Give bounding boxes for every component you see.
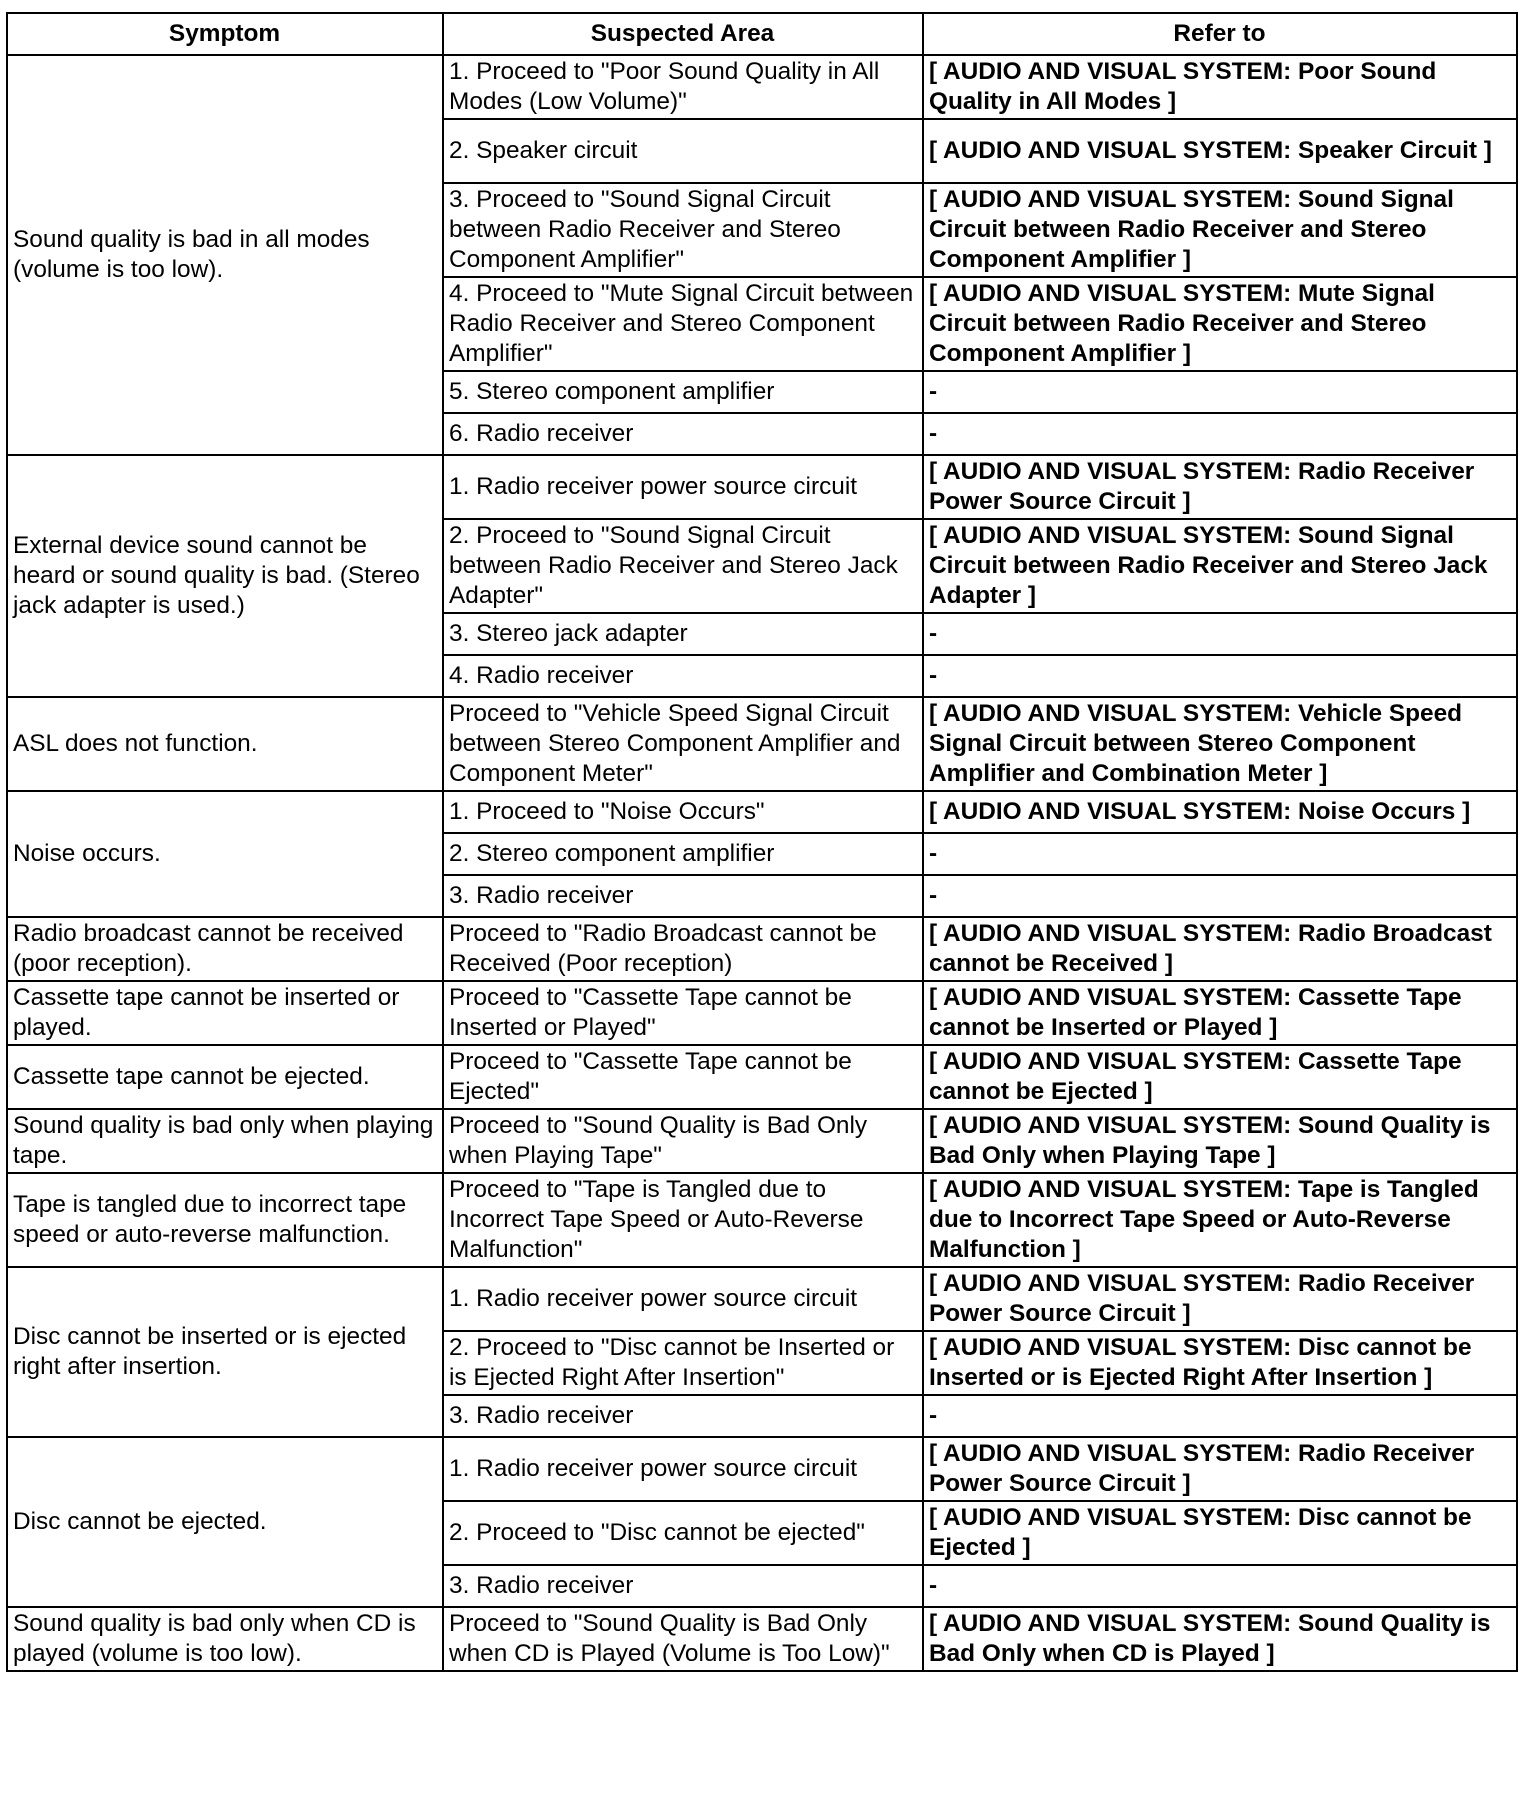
suspected-area-cell: 1. Radio receiver power source circuit <box>443 455 923 519</box>
symptom-cell: Tape is tangled due to incorrect tape speed or auto-reverse malfunction. <box>7 1173 443 1267</box>
header-suspected-area: Suspected Area <box>443 13 923 55</box>
suspected-area-cell: 2. Proceed to "Sound Signal Circuit between Radio Receiver and Stereo Jack Adapter" <box>443 519 923 613</box>
refer-to-cell: [ AUDIO AND VISUAL SYSTEM: Noise Occurs ] <box>923 791 1517 833</box>
table-row <box>7 1109 1517 1173</box>
symptom-cell: Disc cannot be inserted or is ejected right after insertion. <box>7 1267 443 1437</box>
refer-to-cell: [ AUDIO AND VISUAL SYSTEM: Sound Signal Circuit between Radio Receiver and Stereo Jack Adapter ] <box>923 519 1517 613</box>
table-row <box>7 1173 1517 1267</box>
refer-to-cell: [ AUDIO AND VISUAL SYSTEM: Sound Signal Circuit between Radio Receiver and Stereo Component Amplifier ] <box>923 183 1517 277</box>
suspected-area-cell: 4. Radio receiver <box>443 655 923 697</box>
refer-to-cell: - <box>923 413 1517 455</box>
suspected-area-cell: Proceed to "Vehicle Speed Signal Circuit between Stereo Component Amplifier and Component Meter" <box>443 697 923 791</box>
table-row <box>7 1607 1517 1671</box>
refer-to-cell: [ AUDIO AND VISUAL SYSTEM: Radio Receiver Power Source Circuit ] <box>923 455 1517 519</box>
suspected-area-cell: 3. Proceed to "Sound Signal Circuit between Radio Receiver and Stereo Component Amplifier" <box>443 183 923 277</box>
table-row <box>7 1045 1517 1109</box>
suspected-area-cell: 1. Radio receiver power source circuit <box>443 1267 923 1331</box>
suspected-area-cell: Proceed to "Cassette Tape cannot be Ejected" <box>443 1045 923 1109</box>
refer-to-cell: [ AUDIO AND VISUAL SYSTEM: Radio Receiver Power Source Circuit ] <box>923 1437 1517 1501</box>
symptom-cell: Cassette tape cannot be ejected. <box>7 1045 443 1109</box>
refer-to-cell: [ AUDIO AND VISUAL SYSTEM: Radio Broadcast cannot be Received ] <box>923 917 1517 981</box>
refer-to-cell: [ AUDIO AND VISUAL SYSTEM: Disc cannot be Inserted or is Ejected Right After Insertion ] <box>923 1331 1517 1395</box>
symptom-cell: Noise occurs. <box>7 791 443 917</box>
suspected-area-cell: 3. Radio receiver <box>443 1565 923 1607</box>
refer-to-cell: - <box>923 655 1517 697</box>
symptom-cell: Cassette tape cannot be inserted or played. <box>7 981 443 1045</box>
suspected-area-cell: Proceed to "Cassette Tape cannot be Inserted or Played" <box>443 981 923 1045</box>
table-row <box>7 917 1517 981</box>
refer-to-cell: [ AUDIO AND VISUAL SYSTEM: Poor Sound Quality in All Modes ] <box>923 55 1517 119</box>
refer-to-cell: [ AUDIO AND VISUAL SYSTEM: Vehicle Speed Signal Circuit between Stereo Component Amplifier and Combination Meter ] <box>923 697 1517 791</box>
suspected-area-cell: 2. Proceed to "Disc cannot be ejected" <box>443 1501 923 1565</box>
refer-to-cell: - <box>923 833 1517 875</box>
suspected-area-cell: Proceed to "Sound Quality is Bad Only when Playing Tape" <box>443 1109 923 1173</box>
refer-to-cell: - <box>923 1395 1517 1437</box>
suspected-area-cell: 3. Stereo jack adapter <box>443 613 923 655</box>
table-row <box>7 55 1517 119</box>
suspected-area-cell: 1. Radio receiver power source circuit <box>443 1437 923 1501</box>
symptom-cell: Disc cannot be ejected. <box>7 1437 443 1607</box>
table-row <box>7 1437 1517 1501</box>
suspected-area-cell: 2. Proceed to "Disc cannot be Inserted or is Ejected Right After Insertion" <box>443 1331 923 1395</box>
refer-to-cell: [ AUDIO AND VISUAL SYSTEM: Cassette Tape cannot be Inserted or Played ] <box>923 981 1517 1045</box>
suspected-area-cell: 6. Radio receiver <box>443 413 923 455</box>
refer-to-cell: [ AUDIO AND VISUAL SYSTEM: Tape is Tangled due to Incorrect Tape Speed or Auto-Reverse Malfunction ] <box>923 1173 1517 1267</box>
table-row <box>7 697 1517 791</box>
symptom-cell: Sound quality is bad only when playing tape. <box>7 1109 443 1173</box>
refer-to-cell: [ AUDIO AND VISUAL SYSTEM: Radio Receiver Power Source Circuit ] <box>923 1267 1517 1331</box>
suspected-area-cell: 1. Proceed to "Poor Sound Quality in All Modes (Low Volume)" <box>443 55 923 119</box>
refer-to-cell: [ AUDIO AND VISUAL SYSTEM: Cassette Tape cannot be Ejected ] <box>923 1045 1517 1109</box>
refer-to-cell: - <box>923 371 1517 413</box>
refer-to-cell: [ AUDIO AND VISUAL SYSTEM: Sound Quality is Bad Only when Playing Tape ] <box>923 1109 1517 1173</box>
refer-to-cell: - <box>923 613 1517 655</box>
refer-to-cell: - <box>923 1565 1517 1607</box>
header-symptom: Symptom <box>7 13 443 55</box>
troubleshooting-table <box>6 12 1518 1672</box>
refer-to-cell: - <box>923 875 1517 917</box>
suspected-area-cell: 4. Proceed to "Mute Signal Circuit between Radio Receiver and Stereo Component Amplifier" <box>443 277 923 371</box>
suspected-area-cell: 3. Radio receiver <box>443 1395 923 1437</box>
refer-to-cell: [ AUDIO AND VISUAL SYSTEM: Disc cannot be Ejected ] <box>923 1501 1517 1565</box>
table-row <box>7 981 1517 1045</box>
symptom-cell: Radio broadcast cannot be received (poor reception). <box>7 917 443 981</box>
suspected-area-cell: Proceed to "Sound Quality is Bad Only when CD is Played (Volume is Too Low)" <box>443 1607 923 1671</box>
suspected-area-cell: 5. Stereo component amplifier <box>443 371 923 413</box>
suspected-area-cell: 1. Proceed to "Noise Occurs" <box>443 791 923 833</box>
header-refer-to: Refer to <box>923 13 1517 55</box>
refer-to-cell: [ AUDIO AND VISUAL SYSTEM: Mute Signal Circuit between Radio Receiver and Stereo Component Amplifier ] <box>923 277 1517 371</box>
refer-to-cell: [ AUDIO AND VISUAL SYSTEM: Sound Quality is Bad Only when CD is Played ] <box>923 1607 1517 1671</box>
refer-to-cell: [ AUDIO AND VISUAL SYSTEM: Speaker Circuit ] <box>923 119 1517 183</box>
symptom-cell: Sound quality is bad in all modes (volume is too low). <box>7 55 443 455</box>
suspected-area-cell: 3. Radio receiver <box>443 875 923 917</box>
symptom-cell: Sound quality is bad only when CD is played (volume is too low). <box>7 1607 443 1671</box>
suspected-area-cell: Proceed to "Tape is Tangled due to Incorrect Tape Speed or Auto-Reverse Malfunction" <box>443 1173 923 1267</box>
table-row <box>7 455 1517 519</box>
symptom-cell: External device sound cannot be heard or sound quality is bad. (Stereo jack adapter is used.) <box>7 455 443 697</box>
header-row <box>7 13 1517 55</box>
table-row <box>7 1267 1517 1331</box>
suspected-area-cell: 2. Stereo component amplifier <box>443 833 923 875</box>
suspected-area-cell: 2. Speaker circuit <box>443 119 923 183</box>
table-body <box>7 55 1517 1671</box>
suspected-area-cell: Proceed to "Radio Broadcast cannot be Received (Poor reception) <box>443 917 923 981</box>
table-row <box>7 791 1517 833</box>
symptom-cell: ASL does not function. <box>7 697 443 791</box>
